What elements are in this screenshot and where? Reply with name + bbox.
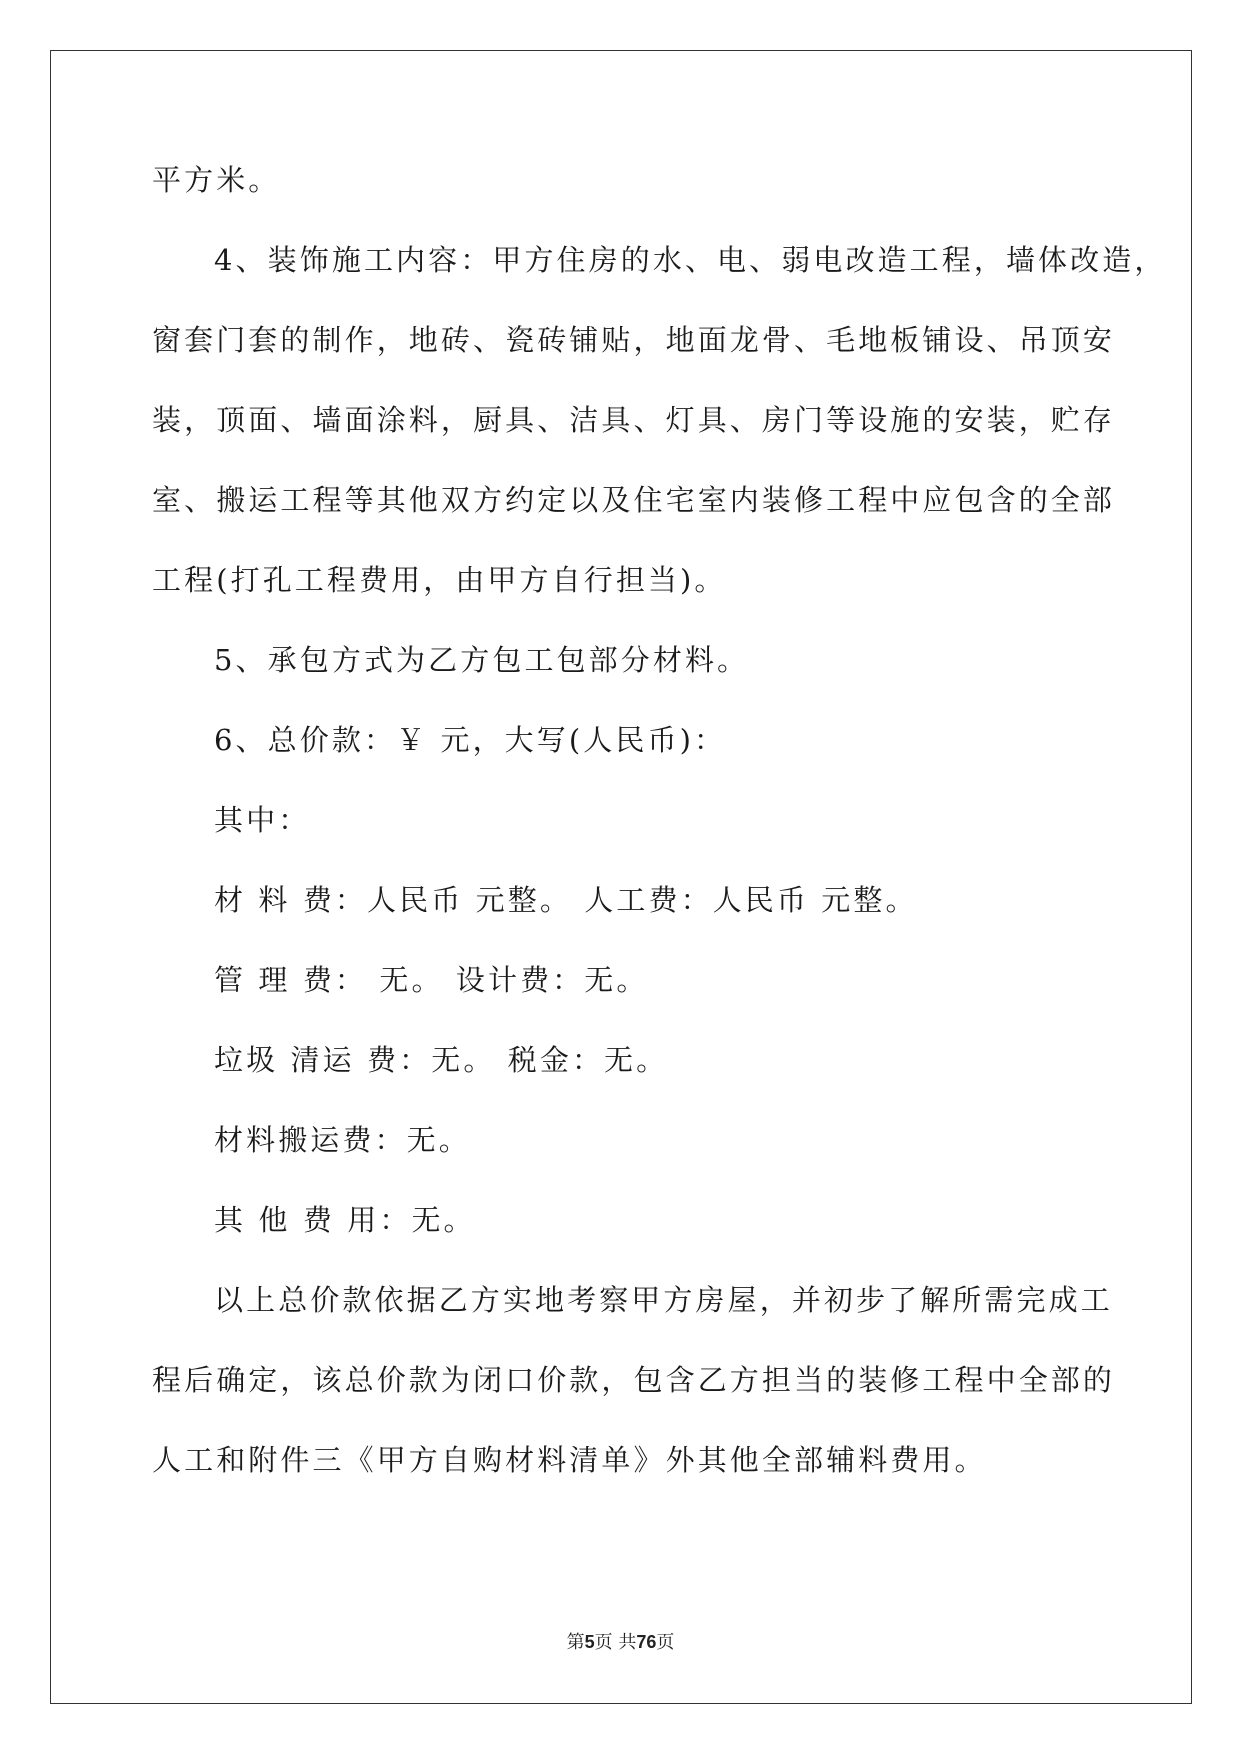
text-line: 室、搬运工程等其他双方约定以及住宅室内装修工程中应包含的全部 (152, 483, 1116, 517)
text-line: 其中： (214, 803, 311, 837)
text-line: 材料搬运费：无。 (214, 1123, 471, 1157)
text-line: 垃圾 清运 费：无。 税金：无。 (214, 1043, 669, 1077)
text-line: 管 理 费： 无。 设计费：无。 (214, 963, 649, 997)
page-footer (0, 1628, 1241, 1654)
text-line: 6、总价款：￥ 元，大写(人民币)： (214, 723, 727, 757)
footer-mid: 页 共 (594, 1632, 637, 1653)
text-line: 装，顶面、墙面涂料，厨具、洁具、灯具、房门等设施的安装，贮存 (152, 403, 1116, 437)
text-line: 其 他 费 用：无。 (214, 1203, 476, 1237)
text-line: 程后确定，该总价款为闭口价款，包含乙方担当的装修工程中全部的 (152, 1363, 1116, 1397)
text-line: 5、承包方式为乙方包工包部分材料。 (214, 643, 750, 677)
text-line: 人工和附件三《甲方自购材料清单》外其他全部辅料费用。 (152, 1443, 987, 1477)
text-line: 以上总价款依据乙方实地考察甲方房屋，并初步了解所需完成工 (214, 1283, 1113, 1317)
text-line: 窗套门套的制作，地砖、瓷砖铺贴，地面龙骨、毛地板铺设、吊顶安 (152, 323, 1116, 357)
text-line: 工程(打孔工程费用，由甲方自行担当)。 (152, 563, 727, 597)
text-line: 4、装饰施工内容：甲方住房的水、电、弱电改造工程，墙体改造， (214, 243, 1167, 277)
footer-prefix: 第 (566, 1632, 585, 1653)
text-line: 平方米。 (152, 163, 281, 197)
total-page-count: 76 (636, 1632, 657, 1652)
footer-suffix: 页 (656, 1632, 675, 1653)
current-page-number: 5 (584, 1632, 595, 1652)
document-body (152, 160, 1167, 1520)
text-line: 材 料 费：人民币 元整。 人工费：人民币 元整。 (214, 883, 918, 917)
